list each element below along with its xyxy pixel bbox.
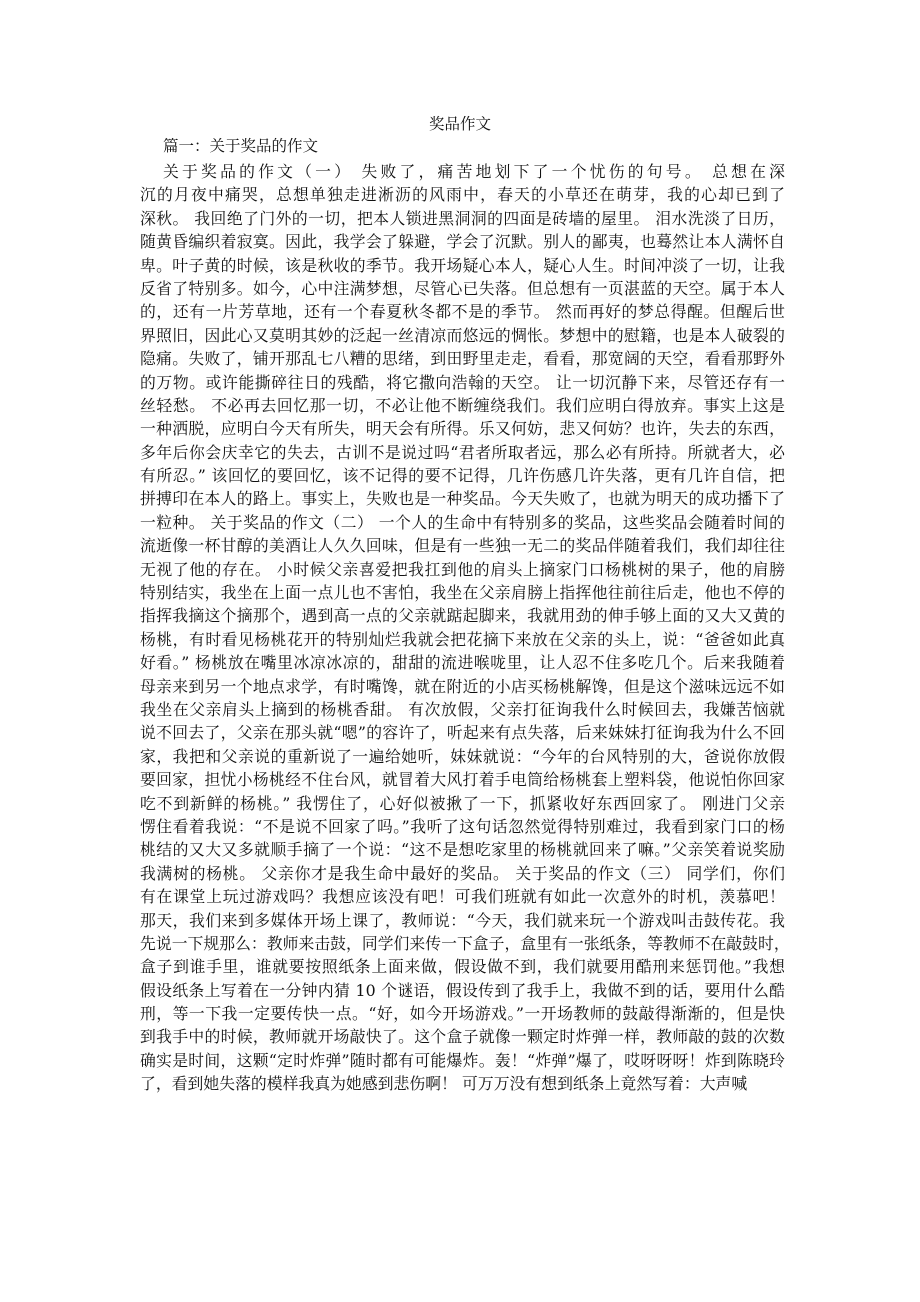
body-text-line: 流逝像一杯甘醇的美酒让人久久回味，但是有一些独一无二的奖品伴随着我们，我们却往往	[140, 536, 785, 556]
body-text-line: 的万物。或许能撕碎往日的残酷，将它撒向浩翰的天空。 让一切沉静下来，尽管还存有一	[140, 372, 785, 392]
body-text-line: 有在课堂上玩过游戏吗？我想应该没有吧！可我们班就有如此一次意外的时机，羡慕吧！	[140, 887, 785, 907]
body-text-line: 关于奖品的作文（一） 失败了，痛苦地划下了一个忧伤的句号。 总想在深	[163, 162, 785, 181]
body-text-line: 杨桃，有时看见杨桃花开的特别灿烂我就会把花摘下来放在父亲的头上，说：“爸爸如此真	[140, 629, 785, 649]
body-text-line: 我满树的杨桃。 父亲你才是我生命中最好的奖品。 关于奖品的作文（三） 同学们，你们	[140, 863, 785, 883]
section-heading: 篇一：关于奖品的作文	[163, 137, 319, 155]
body-text-line: 有所忍。” 该回忆的要回忆，该不记得的要不记得，几许伤感几许失落，更有几许自信，把	[140, 466, 785, 486]
body-text-line: 刑，等一下我一定要传快一点。“好，如今开场游戏。”一开场教师的鼓敲得渐渐的，但是快	[140, 1004, 785, 1024]
body-text-line: 丝轻愁。 不必再去回忆那一切，不必让他不断缠绕我们。我们应明白得放弃。事实上这是	[140, 395, 785, 415]
body-text-line: 家，我把和父亲说的重新说了一遍给她听，妹妹就说：“今年的台风特别的大，爸说你放假	[140, 746, 785, 766]
body-text-line: 一种洒脱，应明白今天有所失，明天会有所得。乐又何妨，悲又何妨？也许，失去的东西，	[140, 419, 785, 439]
body-text-line: 愣住看着我说：“不是说不回家了吗。”我听了这句话忽然觉得特别难过，我看到家门口的杨	[140, 816, 785, 836]
body-text-line: 隐痛。失败了，铺开那乱七八糟的思绪，到田野里走走，看看，那宽阔的天空，看看那野外	[140, 349, 785, 369]
body-text-line: 吃不到新鲜的杨桃。” 我愣住了，心好似被揪了一下，抓紧收好东西回家了。 刚进门父亲	[140, 793, 785, 813]
body-text-line: 一粒种。 关于奖品的作文（二） 一个人的生命中有特别多的奖品，这些奖品会随着时间的	[140, 512, 785, 532]
body-text-line: 界照旧，因此心又莫明其妙的泛起一丝清凉而悠远的惆怅。梦想中的慰籍，也是本人破裂的	[140, 325, 785, 345]
body-text-line: 桃结的又大又多就顺手摘了一个说：“这不是想吃家里的杨桃就回来了嘛。”父亲笑着说奖励	[140, 840, 785, 860]
body-text-line: 确实是时间，这颗“定时炸弹”随时都有可能爆炸。轰！“炸弹”爆了，哎呀呀呀！炸到陈晓玲	[140, 1050, 785, 1070]
document-title: 奖品作文	[428, 115, 491, 133]
body-text-line: 拼搏印在本人的路上。事实上，失败也是一种奖品。今天失败了，也就为明天的成功播下了	[140, 489, 785, 509]
document-body	[140, 160, 790, 1096]
body-text-line: 说不回去了，父亲在那头就“嗯”的容许了，听起来有点失落，后来妹妹打征询我为什么不回	[140, 723, 785, 743]
body-text-line: 反省了特别多。如今，心中注满梦想，尽管心已失落。但总想有一页湛蓝的天空。属于本人	[140, 278, 785, 298]
body-text-line: 那天，我们来到多媒体开场上课了，教师说：“今天，我们就来玩一个游戏叫击鼓传花。我	[140, 910, 785, 930]
body-text-line: 盒子到谁手里，谁就要按照纸条上面来做，假设做不到，我们就要用酷刑来惩罚他。”我想	[140, 957, 785, 977]
body-text-line: 母亲来到另一个地点求学，有时嘴馋，就在附近的小店买杨桃解馋，但是这个滋味远远不如	[140, 676, 785, 696]
body-text-line: 先说一下规那么：教师来击鼓，同学们来传一下盒子，盒里有一张纸条，等教师不在敲鼓时，	[140, 933, 790, 953]
body-text-line: 我坐在父亲肩头上摘到的杨桃香甜。 有次放假，父亲打征询我什么时候回去，我嫌苦恼就	[140, 699, 785, 719]
body-text-line: 沉的月夜中痛哭，总想单独走进淅沥的风雨中，春天的小草还在萌芽，我的心却已到了	[140, 185, 785, 205]
body-text-line: 无视了他的存在。 小时候父亲喜爱把我扛到他的肩头上摘家门口杨桃树的果子，他的肩膀	[140, 559, 785, 579]
body-text-line: 卑。叶子黄的时候，该是秋收的季节。我开场疑心本人，疑心人生。时间冲淡了一切，让我	[140, 255, 785, 275]
body-text-line: 了，看到她失落的模样我真为她感到悲伤啊！ 可万万没有想到纸条上竟然写着：大声喊	[140, 1074, 748, 1094]
body-text-line: 好看。” 杨桃放在嘴里冰凉冰凉的，甜甜的流进喉咙里，让人忍不住多吃几个。后来我随着	[140, 653, 785, 673]
body-text-line: 特别结实，我坐在上面一点儿也不害怕，我坐在父亲肩膀上指挥他往前往后走，他也不停的	[140, 583, 785, 603]
body-text-line: 多年后你会庆幸它的失去，古训不是说过吗“君者所取者远，那么必有所持。所就者大，必	[140, 442, 785, 462]
body-text-line: 指挥我摘这个摘那个，遇到高一点的父亲就踮起脚来，我就用劲的伸手够上面的又大又黄的	[140, 606, 785, 626]
body-text-line: 的，还有一片芳草地，还有一个春夏秋冬都不是的季节。 然而再好的梦总得醒。但醒后世	[140, 302, 785, 322]
body-text-line: 深秋。 我回绝了门外的一切，把本人锁进黑洞洞的四面是砖墙的屋里。 泪水洗淡了日历，	[140, 208, 785, 228]
body-text-line: 到我手中的时候，教师就开场敲快了。这个盒子就像一颗定时炸弹一样，教师敲的鼓的次数	[140, 1027, 785, 1047]
body-text-line: 假设纸条上写着在一分钟内猜 10 个谜语，假设传到了我手上，我做不到的话，要用什么酷	[140, 980, 785, 1000]
body-text-line: 要回家，担忧小杨桃经不住台风，就冒着大风打着手电筒给杨桃套上塑料袋，他说怕你回家	[140, 770, 785, 790]
body-text-line: 随黄昏编织着寂寞。因此，我学会了躲避，学会了沉默。别人的鄙夷，也蓦然让本人满怀自	[140, 232, 785, 252]
